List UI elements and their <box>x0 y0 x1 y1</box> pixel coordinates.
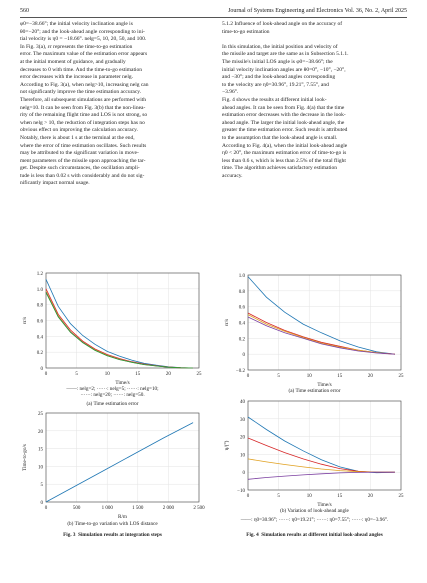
text-line: Notably, there is about 1 s at the terminal at the end, <box>20 134 135 141</box>
x-tick-label: 20 <box>165 372 171 377</box>
text-line: when nelg > 10, the reduction of integration steps has no <box>20 119 145 126</box>
text-line: to the velocity are η0=30.96°, 19.21°, 7.55°, and <box>222 81 329 88</box>
x-tick-label: 20 <box>367 374 373 379</box>
x-tick-label: 2 500 <box>193 506 205 511</box>
y-tick-label: 0.6 <box>36 319 43 325</box>
text-line: error decreases with the increase in parameter nelg. <box>20 74 133 81</box>
x-tick-label: 5 <box>75 372 78 377</box>
text-line: the missile and target are the same as in Subsection 5.1.1. <box>222 51 349 58</box>
fig4b-chart <box>222 396 407 513</box>
x-tick-label: 0 <box>44 506 48 511</box>
series-line <box>46 423 193 502</box>
y-tick-label: 1.2 <box>36 272 43 277</box>
y-tick-label: 0.8 <box>238 289 245 295</box>
text-line: In this simulation, the initial position and velocity of <box>222 43 338 50</box>
text-line: initial velocity inclination angles are θ0=0°, −10°, −20°, <box>222 66 346 73</box>
x-tick-label: 15 <box>135 372 141 377</box>
x-tick-label: 5 <box>277 494 280 499</box>
x-tick-label: 0 <box>44 372 48 377</box>
text-line: decreases to 0 with time. And the time-to-go estimation <box>20 66 143 73</box>
y-tick-label: 0 <box>40 367 43 372</box>
text-line: θ0=−20°; and the look-ahead angle corresponding to ini- <box>20 28 145 35</box>
text-line: The missile's initial LOS angle is φ0=−38.66°; the <box>222 58 333 65</box>
page-number: 560 <box>20 8 29 14</box>
y-tick-label: 0.8 <box>36 303 43 309</box>
text-line: estimation error decreases with the decrease in the look- <box>222 112 346 119</box>
text-line: ment parameters of the missile upon approaching the tar- <box>20 157 146 164</box>
y-tick-label: 5 <box>40 483 43 489</box>
plot-frame <box>46 413 199 502</box>
x-tick-label: 2 000 <box>162 506 175 511</box>
fig3b-chart <box>20 408 205 525</box>
text-line: Therefore, all subsequent simulations are performed with <box>20 96 147 103</box>
journal-title: Journal of Systems Engineering and Electronics Vol. 36, No. 2, April 2025 <box>228 8 407 14</box>
text-line: ahead angle. The larger the initial look-ahead angle, the <box>222 119 345 126</box>
fig3b-svg <box>20 408 205 520</box>
x-tick-label: 15 <box>337 494 343 499</box>
text-line: and −30°; and the look-ahead angles corresponding <box>222 74 336 81</box>
series-line <box>46 292 193 368</box>
fig4-legend: ——: η0=30.96°; ······: η0=19.21°; ······: η0=7.55°; ······: η0=−3.96°. <box>240 517 389 523</box>
text-line: get. Despite such circumstances, the oscillation ampli- <box>20 165 140 172</box>
series-line <box>248 315 395 355</box>
fig4b-caption: (b) Variation of look-ahead angle <box>280 508 349 514</box>
y-tick-label: 0.4 <box>238 321 245 327</box>
x-tick-label: 500 <box>72 506 81 511</box>
y-tick-label: 1.0 <box>36 287 43 293</box>
x-tick-label: 15 <box>337 374 343 379</box>
y-tick-label: 0.2 <box>238 337 245 343</box>
fig4-caption-text: Simulation results at different initial look-ahead angles <box>261 532 383 538</box>
fig3a-legend-line2: ······: nelg=20; ······: nelg=50. <box>80 392 145 398</box>
fig4b-svg <box>222 396 407 508</box>
fig3a-caption: (a) Time estimation error <box>86 401 139 407</box>
page-header <box>20 8 407 14</box>
text-line: not significantly improve the time estimation accuracy. <box>20 89 142 96</box>
fig4a-svg <box>222 270 407 388</box>
text-line: φ0=−38.66°; the initial velocity inclination angle is <box>20 21 133 27</box>
y-tick-label: 0.2 <box>36 351 43 357</box>
y-tick-label: 15 <box>38 447 43 453</box>
fig3a-legend <box>20 386 205 407</box>
text-line: accuracy. <box>222 172 243 179</box>
x-tick-label: 10 <box>306 374 312 379</box>
text-line: obvious effect on improving the calculation accuracy. <box>20 127 138 134</box>
y-tick-label: −10 <box>237 489 245 494</box>
text-line: ahead angles. It can be seen from Fig. 4(a) that the time <box>222 104 345 111</box>
x-axis-label: Time/s <box>317 382 332 388</box>
x-tick-label: 25 <box>196 372 202 377</box>
right-column-text <box>222 21 407 180</box>
y-axis-label: η/(°) <box>224 440 230 451</box>
fig3a-svg <box>20 268 205 386</box>
text-line: 5.1.2 Influence of look-ahead angle on the accuracy of <box>222 21 343 27</box>
text-line: Fig. 4 shows the results at different initial look- <box>222 96 327 103</box>
text-line: less than 0.6 s, which is less than 2.5% of the total flight <box>222 157 346 164</box>
y-axis-label: εr/s <box>224 318 230 327</box>
y-tick-label: 0.6 <box>238 305 245 311</box>
x-tick-label: 0 <box>246 494 250 499</box>
text-line: rity of the remaining flight time and LOS is not strong, so <box>20 112 148 119</box>
fig3-caption-label: Fig. 3 <box>63 532 76 538</box>
x-axis-label: Time/s <box>115 380 130 386</box>
x-tick-label: 10 <box>104 372 110 377</box>
y-tick-label: 25 <box>38 412 43 417</box>
text-line: time-to-go estimation <box>222 28 270 35</box>
x-tick-label: 5 <box>277 374 280 379</box>
text-line: nelg=10. It can be seen from Fig. 3(b) that the non-linea- <box>20 104 146 111</box>
text-line: to the assumption that the look-ahead angle is small. <box>222 134 338 141</box>
x-tick-label: 20 <box>367 494 373 499</box>
x-tick-label: 1 000 <box>101 506 113 511</box>
y-axis-label: εr/s <box>22 316 28 325</box>
fig4-caption <box>222 532 407 538</box>
y-tick-label: 20 <box>38 429 43 435</box>
series-line <box>248 313 395 354</box>
y-tick-label: 20 <box>240 435 245 441</box>
text-line: According to Fig. 3(a), when nelg>10, increasing nelg can <box>20 81 149 88</box>
plot-frame <box>248 401 401 490</box>
y-tick-label: 10 <box>240 453 245 459</box>
y-tick-label: 30 <box>240 417 245 423</box>
series-line <box>248 472 395 479</box>
y-tick-label: 0 <box>242 471 245 477</box>
text-line: tial velocity is η0 = −18.66°. nelg=5, 10, 20, 50, and 100. <box>20 36 147 43</box>
text-line: η0 < 20°, the maximum estimation error of time-to-go is <box>222 150 347 157</box>
text-line: nificantly impact normal usage. <box>20 180 90 187</box>
fig4-caption-label: Fig. 4 <box>246 532 259 538</box>
x-tick-label: 25 <box>398 494 404 499</box>
text-line: at the initial moment of guidance, and gradually <box>20 58 126 65</box>
header-rule <box>20 17 407 18</box>
y-tick-label: 0 <box>40 501 43 506</box>
text-line: greater the time estimation error. Such result is attributed <box>222 127 348 134</box>
series-line <box>248 438 395 472</box>
y-tick-label: 10 <box>38 465 43 471</box>
text-line: According to Fig. 4(a), when the initial look-ahead angle <box>222 142 348 149</box>
fig3a-chart <box>20 268 205 391</box>
y-axis-label: Time-to-go/s <box>22 444 28 471</box>
text-line: time. The algorithm achieves satisfactory estimation <box>222 165 338 172</box>
x-tick-label: 0 <box>246 374 250 379</box>
text-line: where the error of time estimation oscillates. Such results <box>20 142 147 149</box>
x-tick-label: 25 <box>398 374 404 379</box>
y-tick-label: 40 <box>240 400 245 405</box>
fig3-caption-text: Simulation results at integration steps <box>78 532 162 538</box>
text-line: In Fig. 3(a), εr represents the time-to-go estimation <box>20 43 133 50</box>
y-tick-label: −0.2 <box>235 369 245 374</box>
fig4a-chart <box>222 270 407 393</box>
y-tick-label: 0.4 <box>36 335 43 341</box>
y-tick-label: 0 <box>242 353 245 359</box>
fig3b-caption: (b) Time-to-go variation with LOS distance <box>67 521 158 527</box>
series-line <box>46 279 193 368</box>
series-line <box>248 459 395 472</box>
text-line <box>222 36 407 44</box>
text-line: −3.96°. <box>222 89 239 96</box>
text-line: error. The maximum value of the estimation error appears <box>20 51 148 58</box>
text-line: tude is less than 0.02 s with considerably and do not sig- <box>20 172 145 179</box>
y-tick-label: 1.0 <box>238 274 245 279</box>
text-line: may be attributed to the significant variation in move- <box>20 150 139 157</box>
x-axis-label: R/m <box>118 514 127 520</box>
left-column-text <box>20 21 204 188</box>
x-tick-label: 1 500 <box>132 506 144 511</box>
x-axis-label: Time/s <box>317 502 332 508</box>
x-tick-label: 10 <box>306 494 312 499</box>
fig4a-caption: (a) Time estimation error <box>288 388 341 394</box>
fig3-caption <box>20 532 205 538</box>
fig3a-legend-line1: ——: nelg=2; ······: nelg=5; ······: nelg=10; <box>66 386 159 392</box>
series-line <box>46 292 193 368</box>
